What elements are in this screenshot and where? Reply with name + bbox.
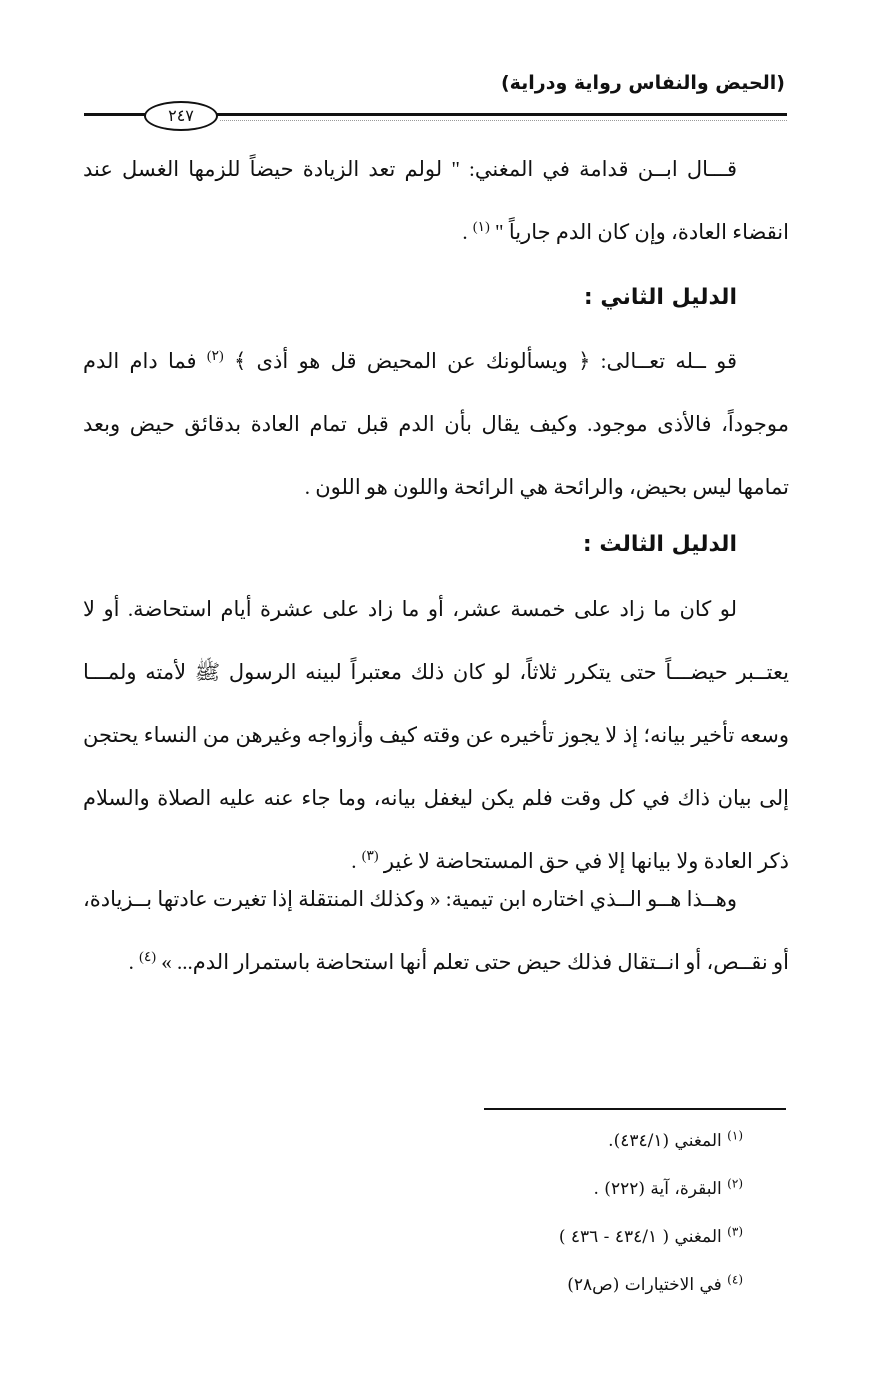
paragraph-text: لو كان ما زاد على خمسة عشر، أو ما زاد على عشرة أيام استحاضة. أو لا يعتــبر حيضـــاً حتى يتكرر ثلاثاً، لو كان ذلك معتبراً لبينه الرسول ﷺ لأمته ولمـــا وسعه تأخير بيانه؛ إذ لا يجوز تأخيره عن وقته كيف وأزواجه وغيرهن من النساء يحتجن إلى بيان ذاك في كل وقت فلم يكن ليغفل بيانه، وما جاء عنه عليه الصلاة والسلام ذكر العادة ولا بيانها إلا في حق المستحاضة لا غير (83, 597, 789, 873)
paragraph-third-evidence (83, 578, 789, 893)
footnote-mark: (٣) (727, 1224, 743, 1239)
footnote-mark: (١) (727, 1128, 743, 1143)
paragraph-text: قـــال ابــن قدامة في المغني: " لولم تعد الزيادة حيضاً للزمها الغسل عند انقضاء العادة، وإن كان الدم جارياً " (83, 157, 789, 244)
paragraph-text-continued: فما دام الدم موجوداً، فالأذى موجود. وكيف يقال بأن الدم قبل تمام العادة بدقائق حيض وبعد تمامها ليس بحيض، والرائحة هي الرائحة واللون هو اللون . (83, 349, 789, 499)
heading-third-evidence: الدليل الثالث : (582, 532, 737, 557)
footnote-text: البقرة، آية (٢٢٢) . (593, 1179, 722, 1199)
footnote-mark: (٢) (727, 1176, 743, 1191)
footnotes-list (323, 1117, 743, 1309)
footnote-item (323, 1165, 743, 1213)
footnote-ref-4: (٤) (139, 950, 157, 965)
heading-second-evidence: الدليل الثاني : (583, 285, 737, 310)
paragraph-ibn-taymiyya (83, 868, 789, 994)
paragraph-end: . (128, 950, 140, 974)
paragraph-text: وهــذا هــو الــذي اختاره ابن تيمية: « وكذلك المنتقلة إذا تغيرت عادتها بــزيادة، أو نقــص، أو انــتقال فذلك حيض حتى تعلم أنها استحاضة باستمرار الدم... » (83, 887, 789, 974)
footnote-mark: (٤) (727, 1272, 743, 1287)
paragraph-end: . (351, 849, 362, 873)
paragraph-ibn-qudama (83, 138, 789, 264)
running-header-title: (الحيض والنفاس رواية ودراية) (500, 72, 785, 94)
page-number-badge: ٢٤٧ (144, 101, 218, 131)
footnote-text: في الاختيارات (ص٢٨) (567, 1275, 722, 1295)
footnote-separator (484, 1108, 786, 1110)
header-rule-dotted (220, 120, 787, 121)
footnote-item (323, 1117, 743, 1165)
paragraph-text: قو ــله تعــالى: ﴿ ويسألونك عن المحيض قل هو أذى ﴾ (233, 349, 737, 373)
footnote-ref-3: (٣) (361, 849, 379, 864)
footnote-ref-1: (١) (472, 220, 490, 235)
footnote-ref-2: (٢) (206, 349, 224, 364)
footnote-item (323, 1213, 743, 1261)
paragraph-quran-verse (83, 330, 789, 519)
footnote-item (323, 1261, 743, 1309)
footnote-text: المغني ( ٤٣٤/١ - ٤٣٦ ) (558, 1227, 722, 1247)
paragraph-end: . (462, 220, 473, 244)
footnote-text: المغني (٤٣٤/١). (608, 1131, 722, 1151)
